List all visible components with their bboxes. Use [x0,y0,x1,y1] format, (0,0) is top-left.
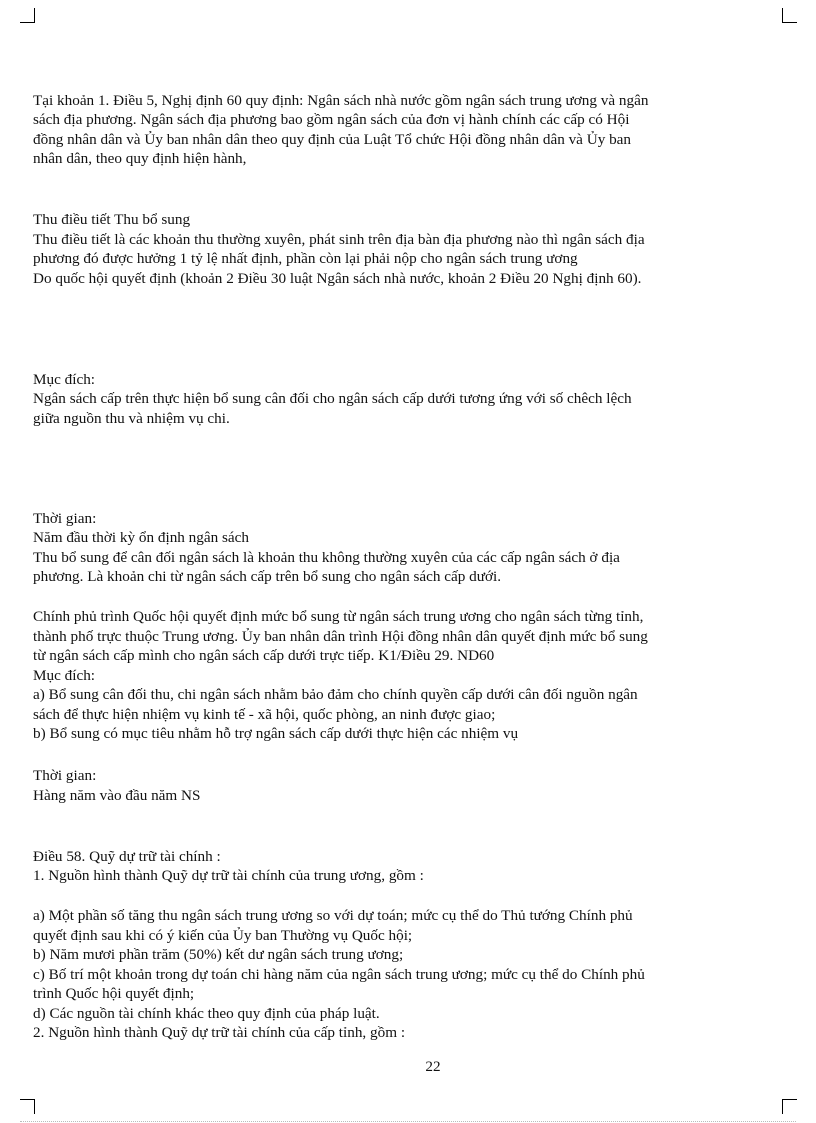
text-line: Thu điều tiết Thu bổ sung [33,211,191,228]
text-line: Chính phủ trình Quốc hội quyết định mức bổ sung từ ngân sách trung ương cho ngân sách từng tỉnh, [33,608,644,625]
text-line: c) Bố trí một khoản trong dự toán chi hàng năm của ngân sách trung ương; mức cụ thể do Chính phủ [33,966,645,983]
text-line: 1. Nguồn hình thành Quỹ dự trữ tài chính của trung ương, gồm : [33,867,424,884]
page-number: 22 [425,1058,441,1075]
text-line: Thời gian: [33,510,97,527]
text-line: đồng nhân dân và Ủy ban nhân dân theo quy định của Luật Tổ chức Hội đồng nhân dân và Ủy ban [33,131,632,148]
text-line: a) Một phần số tăng thu ngân sách trung ương so với dự toán; mức cụ thể do Thủ tướng Chính phủ [33,907,633,924]
text-line: Ngân sách cấp trên thực hiện bổ sung cân đối cho ngân sách cấp dưới tương ứng với số chêch lệch [33,390,632,407]
text-line: 2. Nguồn hình thành Quỹ dự trữ tài chính của cấp tỉnh, gồm : [33,1024,406,1041]
text-line: Thu bổ sung để cân đối ngân sách là khoản thu không thường xuyên của các cấp ngân sách ở địa [33,549,620,566]
text-line: d) Các nguồn tài chính khác theo quy định của pháp luật. [33,1005,380,1022]
text-line: b) Năm mươi phần trăm (50%) kết dư ngân sách trung ương; [33,946,404,963]
text-line: Thời gian: [33,767,97,784]
text-line: quyết định sau khi có ý kiến của Ủy ban Thường vụ Quốc hội; [33,927,413,944]
text-line: a) Bổ sung cân đối thu, chi ngân sách nhằm bảo đảm cho chính quyền cấp dưới cân đối nguồn ngân [33,686,638,703]
text-line: sách để thực hiện nhiệm vụ kinh tế - xã hội, quốc phòng, an ninh được giao; [33,706,496,723]
footer-divider [20,1121,796,1122]
text-line: trình Quốc hội quyết định; [33,985,195,1002]
crop-mark-top-right [782,8,797,23]
text-line: Năm đầu thời kỳ ổn định ngân sách [33,529,249,546]
text-line: giữa nguồn thu và nhiệm vụ chi. [33,410,230,427]
text-line: thành phố trực thuộc Trung ương. Ủy ban nhân dân trình Hội đồng nhân dân quyết định mức bổ sung [33,628,648,645]
text-line: Điều 58. Quỹ dự trữ tài chính : [33,848,221,865]
text-line: Hàng năm vào đầu năm NS [33,787,201,804]
text-line: Do quốc hội quyết định (khoản 2 Điều 30 luật Ngân sách nhà nước, khoản 2 Điều 20 Nghị định 60). [33,270,642,287]
text-line: Tại khoản 1. Điều 5, Nghị định 60 quy định: Ngân sách nhà nước gồm ngân sách trung ương và ngân [33,92,649,109]
crop-mark-bottom-right [782,1099,797,1114]
crop-mark-bottom-left [20,1099,35,1114]
text-line: Thu điều tiết là các khoản thu thường xuyên, phát sinh trên địa bàn địa phương nào thì ngân sách địa [33,231,645,248]
text-line: phương. Là khoản chi từ ngân sách cấp trên bổ sung cho ngân sách cấp dưới. [33,568,501,585]
text-line: nhân dân, theo quy định hiện hành, [33,150,247,167]
crop-mark-top-left [20,8,35,23]
text-line: Mục đích: [33,667,96,684]
text-line: Mục đích: [33,371,96,388]
text-line: b) Bổ sung có mục tiêu nhằm hỗ trợ ngân sách cấp dưới thực hiện các nhiệm vụ [33,725,519,742]
text-line: từ ngân sách cấp mình cho ngân sách cấp dưới trực tiếp. K1/Điều 29. ND60 [33,647,495,664]
text-line: sách địa phương. Ngân sách địa phương bao gồm ngân sách của đơn vị hành chính các cấp có Hội [33,111,630,128]
text-line: phương đó được hưởng 1 tỷ lệ nhất định, phần còn lại phải nộp cho ngân sách trung ương [33,250,578,267]
